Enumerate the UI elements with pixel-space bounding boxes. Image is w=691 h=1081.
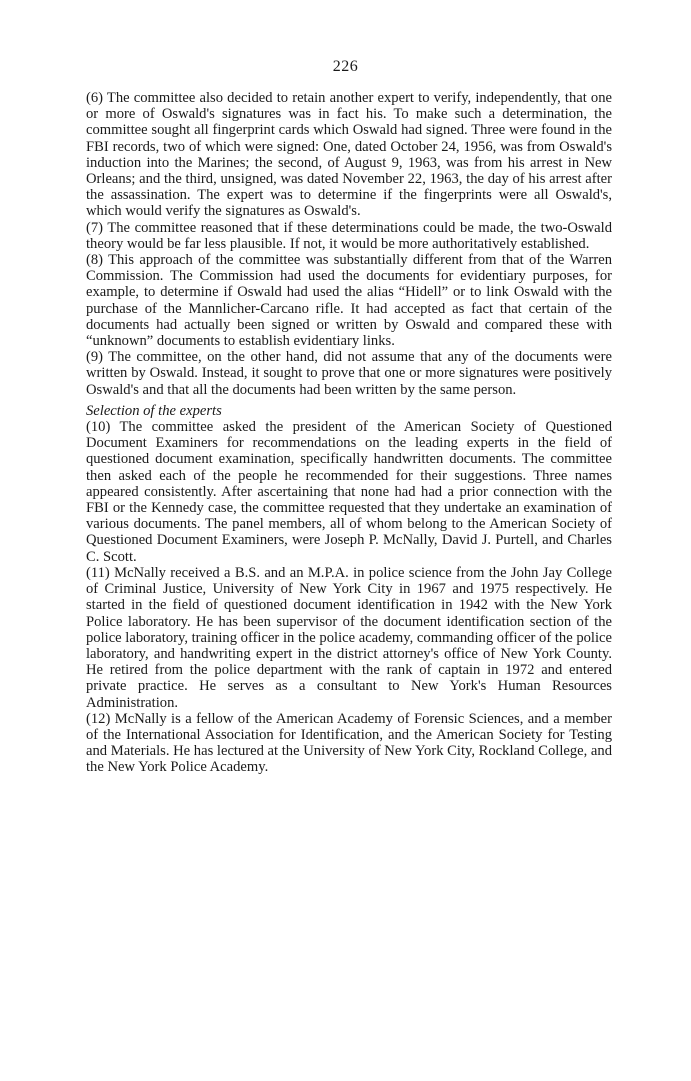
page-number: 226 — [332, 58, 359, 75]
paragraph-12: (12) McNally is a fellow of the American Academy of Forensic Sciences, and a member of the International Association for Identification, and the American Society for Testing and Materials. He has lectured at the University of New York City, Rockland College, and the New York Police Academy. — [86, 710, 612, 776]
paragraph-10: (10) The committee asked the president of the American Society of Questioned Document Examiners for recommendations on the leading experts in the field of questioned document examination, specifically handwritten documents. The committee then asked each of the people he recommended for their suggestions. Three names appeared consistently. After ascertaining that none had had a prior connection with the FBI or the Kennedy case, the committee requested that they undertake an examination of various documents. The panel members, all of whom belong to the American Society of Questioned Document Examiners, were Joseph P. McNally, David J. Purtell, and Charles C. Scott. — [86, 419, 612, 565]
section-heading: Selection of the experts — [86, 402, 222, 419]
paragraph-7: (7) The committee reasoned that if these determinations could be made, the two-Oswald theory would be far less plausible. If not, it would be more authoritatively established. — [86, 219, 612, 252]
paragraph-8: (8) This approach of the committee was substantially different from that of the Warren Commission. The Commission had used the documents for evidentiary purposes, for example, to determine if Oswald had used the alias “Hidell” or to link Oswald with the purchase of the Mannlicher-Carcano rifle. It had accepted as fact that certain of the documents had actually been signed or written by Oswald and compared these with “unknown” documents to establish evidentiary links. — [86, 252, 612, 350]
paragraph-6: (6) The committee also decided to retain another expert to verify, independently, that one or more of Oswald's signatures was in fact his. To make such a determination, the committee sought all fingerprint cards which Oswald had signed. Three were found in the FBI records, two of which were signed: One, dated October 24, 1956, was from Oswald's induction into the Marines; the second, of August 9, 1963, was from his arrest in New Orleans; and the third, unsigned, was dated November 22, 1963, the day of his arrest after the assassination. The expert was to determine if the fingerprints were all Oswald's, which would verify the signatures as Oswald's. — [86, 90, 612, 220]
paragraph-9: (9) The committee, on the other hand, did not assume that any of the documents were written by Oswald. Instead, it sought to prove that one or more signatures were positively Oswald's and that all the documents had been written by the same person. — [86, 349, 612, 398]
paragraph-11: (11) McNally received a B.S. and an M.P.A. in police science from the John Jay College of Criminal Justice, University of New York City in 1967 and 1975 respectively. He started in the field of questioned document identification in 1942 with the New York Police laboratory. He has been supervisor of the document identification section of the police laboratory, training officer in the police academy, commanding officer of the police laboratory, and handwriting expert in the district attorney's office of New York County. He retired from the police department with the rank of captain in 1972 and entered private practice. He serves as a consultant to New York's Human Resources Administration. — [86, 564, 612, 711]
document-body — [86, 90, 612, 776]
